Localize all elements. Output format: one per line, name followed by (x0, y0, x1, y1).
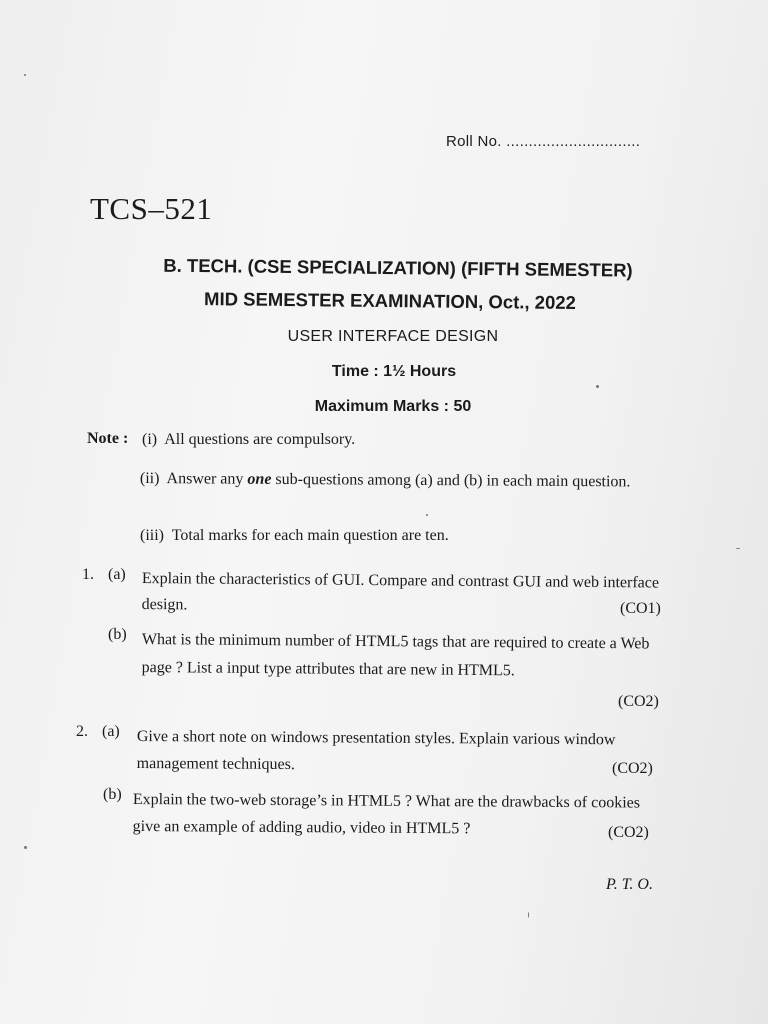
course-code: TCS–521 (90, 191, 213, 226)
subject-heading: USER INTERFACE DESIGN (287, 328, 499, 345)
exam-heading: MID SEMESTER EXAMINATION, Oct., 2022 (204, 288, 576, 314)
please-turn-over: P. T. O. (606, 876, 653, 893)
note-item-3-number: (iii) (140, 527, 164, 544)
note-item-2-emphasis: one (247, 470, 272, 488)
question-1a-label: (a) (108, 566, 126, 583)
question-2a-course-outcome: (CO2) (612, 760, 653, 777)
degree-heading: B. TECH. (CSE SPECIALIZATION) (FIFTH SEMESTER) (163, 254, 633, 281)
note-item-3-text: Total marks for each main question are ten. (171, 527, 449, 544)
note-item-1-text: All questions are compulsory. (164, 431, 356, 448)
note-item-2 (140, 465, 670, 496)
scan-speck (528, 912, 529, 918)
note-item-2-number: (ii) (139, 469, 160, 488)
question-1a-course-outcome: (CO1) (620, 600, 661, 617)
question-2a-text: Give a short note on windows presentation styles. Explain various window management techniques. (136, 727, 616, 774)
note-label: Note : (87, 430, 129, 447)
note-item-2-text-end: sub-questions among (a) and (b) in each main question. (275, 470, 631, 491)
roll-number-field: Roll No. .............................. (446, 133, 641, 150)
note-item-3 (140, 527, 449, 545)
question-1a-text: Explain the characteristics of GUI. Compare and contrast GUI and web interface design. (141, 569, 660, 614)
note-item-1-number: (i) (142, 431, 158, 448)
note-item-2-text-start: Answer any (166, 470, 244, 488)
question-1-number: 1. (82, 566, 94, 583)
scan-speck (24, 846, 27, 849)
question-1b-text: What is the minimum number of HTML5 tags that are required to create a Web page ? List a input type attributes that are new in HTML5. (141, 630, 650, 680)
note-item-1 (142, 431, 355, 449)
question-1b-label: (b) (108, 626, 127, 643)
time-allowed: Time : 1½ Hours (331, 363, 457, 380)
scan-speck (24, 74, 26, 76)
scan-speck (736, 548, 740, 549)
question-2-number: 2. (76, 723, 88, 740)
question-2b-text: Explain the two-web storage’s in HTML5 ? What are the drawbacks of cookies give an example of adding audio, video in HTML5 ? (132, 790, 641, 838)
maximum-marks: Maximum Marks : 50 (314, 398, 472, 415)
scan-speck (426, 514, 428, 516)
scan-speck (596, 385, 599, 388)
question-2a-label: (a) (102, 723, 120, 740)
question-2b-course-outcome: (CO2) (608, 824, 649, 841)
question-1b-course-outcome: (CO2) (618, 693, 659, 710)
question-2b-label: (b) (103, 786, 122, 803)
